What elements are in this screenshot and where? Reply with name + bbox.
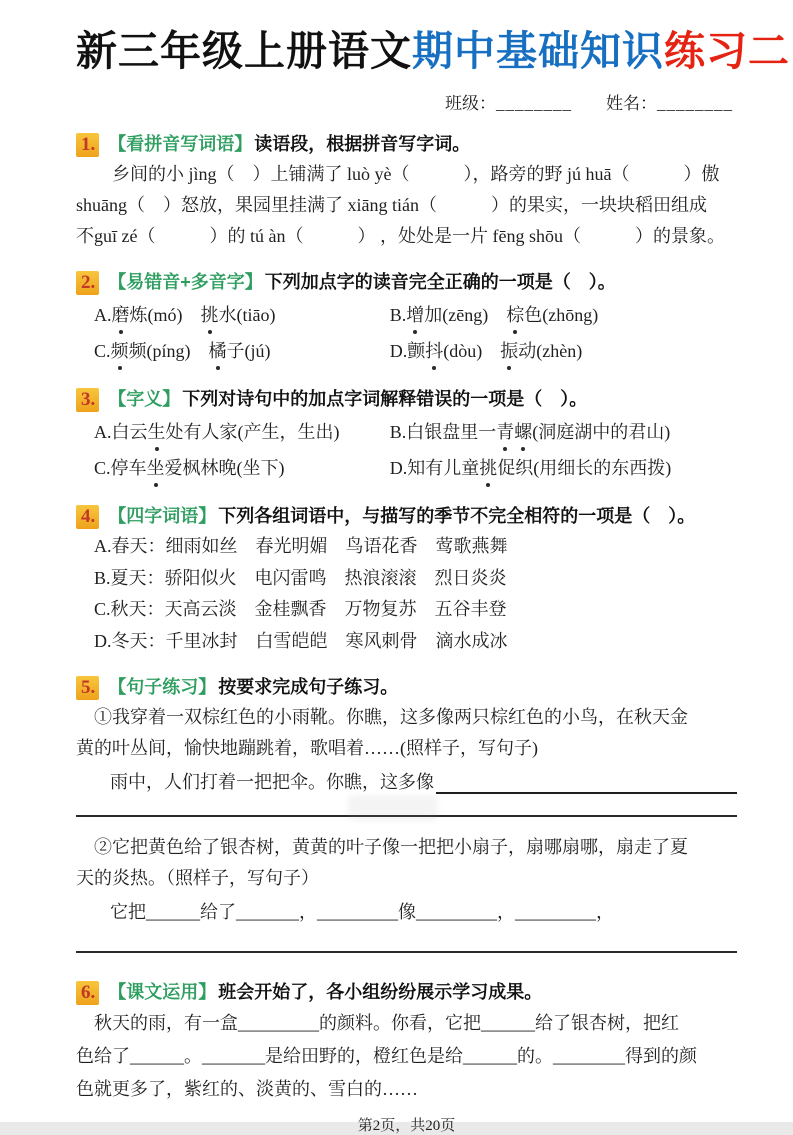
question-5-header — [76, 672, 737, 702]
fill-blank-line-1: 秋天的雨，有一盒_________的颜料。你看，它把______给了银杏树，把红 — [94, 1013, 679, 1034]
answer-underline — [436, 792, 737, 794]
fill-blank-line-2: 色给了______。_______是给田野的，橙红色是给______的。________得到的颜 — [76, 1046, 697, 1067]
question-4-header — [76, 501, 737, 531]
page-footer: 第2页，共20页 — [357, 1118, 456, 1135]
question-4-type-tag: 【四字词语】 — [108, 506, 217, 527]
question-1-passage — [76, 159, 737, 252]
name-field-blank: ________ — [657, 94, 733, 114]
question-2 — [76, 267, 737, 369]
title-part-black: 新三年级上册语文 — [76, 28, 412, 74]
section-divider — [76, 815, 737, 817]
question-5-instruction: 按要求完成句子练习。 — [218, 677, 399, 698]
section-divider — [76, 951, 737, 953]
option-d: D.颤抖(dòu) 振动(zhèn) — [390, 333, 737, 369]
pinyin-passage-line-1: 乡间的小 jìng（ ）上铺满了 luò yè（ ），路旁的野 jú huā（ ）傲 — [112, 164, 720, 185]
question-6-header — [76, 977, 737, 1007]
question-4-number-badge: 4. — [76, 505, 99, 529]
question-5-part-2-body — [76, 832, 737, 929]
option-b: B.增加(zēng) 棕色(zhōng) — [390, 297, 737, 333]
title-part-blue: 期中基础知识 — [412, 28, 664, 74]
question-5-type-tag: 【句子练习】 — [108, 677, 217, 698]
question-5-part-2 — [76, 832, 737, 929]
question-4 — [76, 501, 737, 657]
option-a: A.磨炼(mó) 挑水(tiāo) — [94, 297, 390, 333]
sentence-example-line-2: 天的炎热。（照样子，写句子） — [76, 868, 319, 889]
question-1-instruction: 读语段，根据拼音写字词。 — [254, 134, 471, 155]
option-a: A.春天：细雨如丝 春光明媚 鸟语花香 莺歌燕舞 — [94, 536, 508, 557]
option-c: C.停车坐爱枫林晚(坐下) — [94, 450, 390, 486]
question-2-number-badge: 2. — [76, 271, 99, 295]
question-1-header — [76, 129, 737, 159]
question-2-instruction: 下列加点字的读音完全正确的一项是（ ）。 — [264, 272, 616, 293]
option-d: D.知有儿童挑促织(用细长的东西拨) — [390, 450, 737, 486]
question-1-number-badge: 1. — [76, 133, 99, 157]
question-6-number-badge: 6. — [76, 981, 99, 1005]
question-2-type-tag: 【易错音+多音字】 — [108, 272, 263, 293]
option-b: B.夏天：骄阳似火 电闪雷鸣 热浪滚滚 烈日炎炎 — [94, 567, 507, 588]
question-3-options — [76, 414, 737, 486]
name-field-label: 姓名： — [606, 94, 657, 114]
option-d: D.冬天：千里冰封 白雪皑皑 寒风刺骨 滴水成冰 — [94, 630, 508, 651]
question-5-part-1 — [76, 702, 737, 799]
worksheet-title — [76, 26, 790, 77]
question-6-type-tag: 【课文运用】 — [108, 982, 217, 1003]
option-a: A.白云生处有人家(产生，生出) — [94, 414, 390, 450]
question-5-number-badge: 5. — [76, 676, 99, 700]
question-3-type-tag: 【字义】 — [108, 389, 181, 410]
option-c: C.秋天：天高云淡 金桂飘香 万物复苏 五谷丰登 — [94, 599, 507, 620]
option-b: B.白银盘里一青螺(洞庭湖中的君山) — [390, 414, 737, 450]
answer-blank-line: 它把______给了_______，_________像_________，_________， — [110, 902, 614, 923]
question-5 — [76, 672, 737, 799]
id-fields-row — [76, 89, 737, 114]
answer-prefix: 雨中，人们打着一把把伞。你瞧，这多像 — [110, 772, 434, 793]
option-c: C.频频(píng) 橘子(jú) — [94, 333, 390, 369]
answer-blank-line — [76, 766, 737, 799]
pinyin-passage-line-3: 不guī zé（ ）的 tú àn（ ） ，处处是一片 fēng shōu（ ）的景象。 — [76, 226, 725, 247]
question-4-options — [76, 531, 737, 657]
question-1-type-tag: 【看拼音写词语】 — [108, 134, 253, 155]
question-3-instruction: 下列对诗句中的加点字词解释错误的一项是（ ）。 — [182, 389, 588, 410]
fill-blank-line-3: 色就更多了，紫红的、淡黄的、雪白的…… — [76, 1079, 418, 1100]
question-3 — [76, 384, 737, 486]
question-3-number-badge: 3. — [76, 388, 99, 412]
title-part-red: 练习二 — [664, 28, 790, 74]
sentence-example-line-1: ②它把黄色给了银杏树，黄黄的叶子像一把把小扇子，扇哪扇哪，扇走了夏 — [94, 837, 688, 858]
question-6-passage — [76, 1007, 737, 1106]
class-field-blank: ________ — [496, 94, 572, 114]
pinyin-passage-line-2: shuāng（ ）怒放，果园里挂满了 xiāng tián（ ）的果实，一块块稻田组成 — [76, 195, 707, 216]
class-field-label: 班级： — [445, 94, 496, 114]
question-6 — [76, 977, 737, 1106]
question-6-instruction: 班会开始了，各小组纷纷展示学习成果。 — [218, 982, 543, 1003]
question-1 — [76, 129, 737, 252]
sentence-example-line-2: 黄的叶丛间，愉快地蹦跳着，歌唱着……(照样子，写句子) — [76, 738, 538, 759]
sentence-example-line-1: ①我穿着一双棕红色的小雨靴。你瞧，这多像两只棕红色的小鸟，在秋天金 — [94, 707, 688, 728]
question-2-options — [76, 297, 737, 369]
question-3-header — [76, 384, 737, 414]
question-2-header — [76, 267, 737, 297]
question-4-instruction: 下列各组词语中，与描写的季节不完全相符的一项是（ ）。 — [218, 506, 696, 527]
